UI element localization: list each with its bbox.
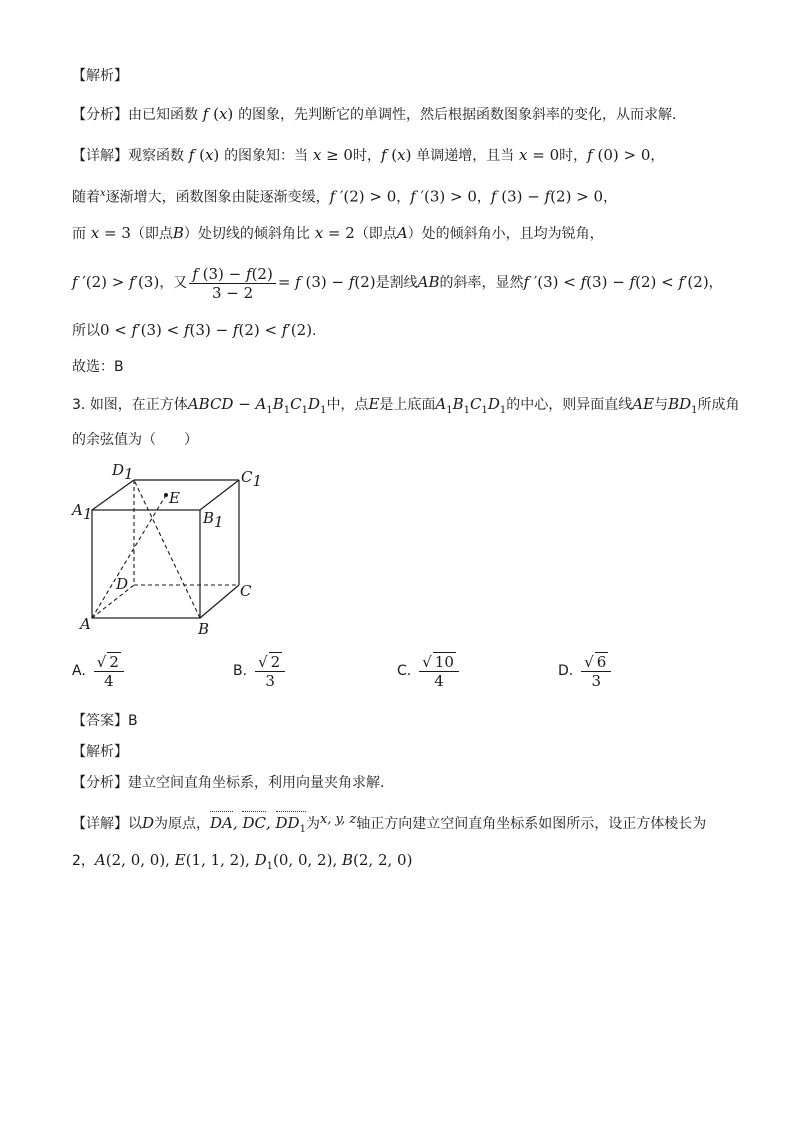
derivative-ineq-1: f ′(2) > 0 — [329, 187, 397, 206]
line4-text-c: ）处切线的倾斜角比 — [183, 226, 310, 242]
option-a-fraction: $\frac{√ 2}{4}$ — [94, 652, 124, 690]
point-a-label: A — [396, 224, 408, 242]
cond-x-ge-0: x ≥ 0 — [308, 146, 353, 164]
option-c-key: C. — [397, 663, 412, 679]
detail2-last-prefix: 2， — [72, 853, 95, 869]
line5-text-b: 是割线 — [375, 275, 418, 291]
coordinates-list: A(2, 0, 0), E(1, 1, 2), $D_1(0$, 0, 2), B(2, 2, 0) — [94, 851, 413, 872]
option-c[interactable] — [397, 652, 461, 690]
front-face — [92, 510, 200, 618]
chain-ineq: f ′(3) < f(3) − f(2) < f′(2) — [523, 273, 709, 291]
choice-line-1: 故选：B — [72, 359, 124, 375]
secant-equal: = f (3) − f(2) — [277, 273, 376, 291]
label-c1: C1 — [241, 468, 263, 490]
fx-expr: f (x) — [184, 146, 220, 164]
detail-line-2: 随着$^x$逐渐增大，函数图象由陡逐渐变缓，f ′(2) > 0，f ′(3) > 0，f (3) − f(2) > 0， — [72, 187, 618, 206]
question-number: 3. — [72, 397, 86, 413]
analysis-text-a: 由已知函数 — [128, 107, 198, 123]
label-e: E — [169, 489, 180, 507]
option-d[interactable] — [558, 652, 613, 690]
question-3-line-2: 的余弦值为（ ） — [72, 432, 198, 448]
line4-text-e: ）处的倾斜角小，且均为锐角， — [407, 226, 604, 242]
q3-text-d: 的中心，则异面直线 — [506, 397, 633, 413]
detail2-text-b: 为原点， — [154, 816, 211, 832]
label-c: C — [240, 582, 252, 600]
line-ae: AE — [632, 395, 655, 413]
detail-text-e: 时， — [559, 148, 588, 164]
detail-line-7 — [72, 850, 412, 877]
analysis-text-b: 的图象，先判断它的单调性，然后根据函数图象斜率的变化，从而求解． — [238, 107, 687, 123]
jiexi-heading-2: 【解析】 — [72, 744, 128, 760]
x-eq-2: x = 2 — [309, 224, 355, 242]
f0-positive: f (0) > 0 — [587, 146, 651, 164]
label-b: B — [198, 620, 210, 638]
option-a-key: A. — [72, 663, 86, 679]
detail-text-c: 时， — [352, 148, 381, 164]
segment-bd1 — [134, 480, 200, 618]
option-b-fraction: $\frac{√ 2}{3}$ — [255, 652, 285, 690]
vector-list: DA, DC, $DD_1$ — [210, 814, 306, 832]
detail-line-3 — [72, 223, 604, 244]
point-b-label: B — [172, 224, 184, 242]
label-a1: A1 — [72, 501, 93, 523]
point-e-dot — [164, 493, 168, 497]
q3-text-c: 是上底面 — [379, 397, 436, 413]
secant-fraction: $\frac{f (3) - f(2)}{3 - 2}$ — [189, 265, 276, 302]
top-face: $A_1B_1C_1D_1$ — [435, 395, 507, 416]
fx-expr: f (x) — [380, 146, 412, 164]
line3-text-b: 逐渐增大，函数图象由陡逐渐变缓， — [105, 189, 330, 206]
line4-text-a: 而 — [72, 226, 86, 242]
final-chain-ineq: 0 < f′(3) < f(3) − f(2) < f′(2) — [100, 321, 313, 339]
line3-text-a: 随着 — [72, 189, 100, 206]
detail2-text-d: 轴正方向建立空间直角坐标系如图所示，设正方体棱长为 — [356, 816, 707, 832]
line5-text-c: 的斜率，显然 — [439, 275, 524, 291]
q3-text-a: 如图，在正方体 — [89, 397, 188, 413]
edge-b1-c1 — [200, 480, 239, 510]
line5-text-a: ，又 — [159, 275, 188, 291]
analysis-tag: 【分析】 — [72, 107, 128, 123]
analysis-line-1 — [72, 104, 686, 125]
analysis-text-2: 建立空间直角坐标系，利用向量夹角求解. — [128, 775, 385, 791]
analysis-tag-2: 【分析】 — [72, 775, 128, 791]
option-d-key: D. — [558, 663, 574, 679]
label-a: A — [80, 615, 91, 633]
derivative-ineq-2: f ′(3) > 0 — [410, 187, 477, 206]
q3-text-e: 与 — [654, 397, 669, 413]
option-b[interactable] — [233, 652, 287, 690]
detail-line-6 — [72, 809, 706, 840]
detail-tag: 【详解】 — [72, 148, 128, 164]
option-a[interactable] — [72, 652, 126, 690]
difference-ineq: f (3) − f(2) > 0 — [490, 187, 604, 206]
question-3-line-1 — [72, 394, 740, 421]
detail-text-a: 观察函数 — [128, 148, 184, 164]
axes-xyz: x, y, z — [319, 812, 357, 827]
origin-d: D — [142, 814, 155, 832]
edge-b-c — [200, 585, 239, 618]
detail-text-b: 的图象知：当 — [224, 148, 309, 164]
jiexi-heading: 【解析】 — [72, 68, 128, 84]
detail-tag-2: 【详解】 — [72, 816, 128, 832]
line-bd1: $BD_1$ — [668, 395, 698, 416]
point-e: E — [368, 395, 380, 413]
cube-figure — [70, 458, 270, 640]
q3-text-f: 所成角 — [697, 397, 740, 413]
label-d: D — [116, 575, 129, 593]
detail-line-4: f ′(2) > f′(3)，又 $\frac{f (3) - f(2)}{3 - 2}$ = f (3) − f(2)是割线AB的斜率，显然f ′(3) < f(3) − f(2) < f′(2)， — [72, 264, 723, 302]
fx-expr: f (x) — [198, 105, 234, 123]
option-c-fraction: $\frac{√ 10}{4}$ — [419, 652, 459, 690]
option-d-fraction: $\frac{√ 6}{3}$ — [581, 652, 611, 690]
answer-line: 【答案】B — [72, 713, 138, 729]
edge-a1-d1 — [92, 480, 134, 510]
detail-text-d: 单调递增，且当 — [416, 148, 515, 164]
detail2-text-c: 为 — [305, 816, 320, 832]
cond-x-eq-0: x = 0 — [514, 146, 560, 164]
line4-text-d: （即点 — [354, 226, 397, 242]
segment-ae — [92, 495, 166, 618]
label-d1: D1 — [112, 461, 134, 483]
line6-text-a: 所以 — [72, 323, 100, 339]
detail2-text-a: 以 — [128, 816, 142, 832]
segment-ab: AB — [417, 273, 440, 291]
analysis-line-2 — [72, 773, 384, 793]
x-eq-3: x = 3 — [86, 224, 131, 242]
line4-text-b: （即点 — [130, 226, 173, 242]
detail-line-5: 所以0 < f′(3) < f(3) − f(2) < f′(2). — [72, 321, 317, 339]
label-b1: B1 — [203, 509, 224, 531]
cube-name: ABCD − $A_1B_1C_1D_1$ — [187, 395, 327, 416]
q3-text-b: 中，点 — [326, 397, 369, 413]
detail-line-1: 【详解】观察函数 f (x) 的图象知：当 x ≥ 0时，f (x) 单调递增，且当 x = 0时，f (0) > 0， — [72, 146, 665, 164]
option-b-key: B. — [233, 663, 248, 679]
derivative-compare: f ′(2) > f′(3) — [72, 273, 160, 291]
